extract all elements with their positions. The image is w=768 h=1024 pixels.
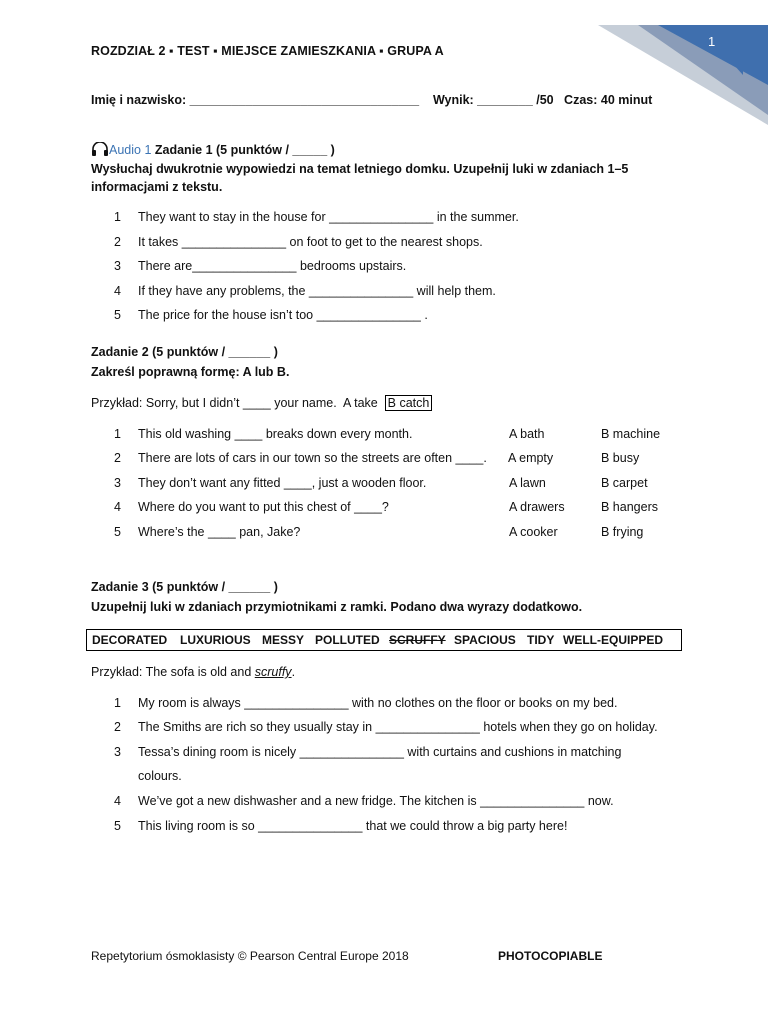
task2-example bbox=[91, 396, 432, 410]
task1-title-text: Zadanie 1 (5 punktów / _____ ) bbox=[151, 143, 335, 157]
word-item: WELL-EQUIPPED bbox=[563, 633, 664, 647]
headphones-icon bbox=[91, 142, 109, 156]
item-number: 2 bbox=[114, 720, 121, 734]
item-text: They want to stay in the house for _______________ in the summer. bbox=[138, 210, 519, 224]
option-a[interactable]: A bath bbox=[509, 427, 545, 441]
option-b[interactable]: B machine bbox=[601, 427, 661, 441]
word-item: DECORATED bbox=[92, 633, 168, 647]
item-number: 1 bbox=[114, 427, 121, 441]
option-b[interactable]: B hangers bbox=[601, 500, 658, 514]
footer-copyright: Repetytorium ósmoklasisty © Pearson Central Europe 2018 bbox=[91, 949, 409, 963]
item-text: We’ve got a new dishwasher and a new fridge. The kitchen is _______________ now. bbox=[138, 794, 614, 808]
item-text: The Smiths are rich so they usually stay in _______________ hotels when they go on holiday. bbox=[138, 720, 658, 734]
item-text: This old washing ____ breaks down every month. bbox=[138, 427, 413, 441]
item-text: The price for the house isn’t too _______________ . bbox=[138, 308, 428, 322]
example-text: Przykład: Sorry, but I didn’t ____ your name. A take bbox=[91, 396, 385, 410]
item-number: 5 bbox=[114, 525, 121, 539]
word-item: MESSY bbox=[262, 633, 305, 647]
item-number: 2 bbox=[114, 451, 121, 465]
task3-instruction: Uzupełnij luki w zdaniach przymiotnikami z ramki. Podano dwa wyrazy dodatkowo. bbox=[91, 600, 583, 614]
item-number: 1 bbox=[114, 210, 121, 224]
item-number: 5 bbox=[114, 819, 121, 833]
page-header: ROZDZIAŁ 2 ▪ TEST ▪ MIEJSCE ZAMIESZKANIA ▪ GRUPA A bbox=[91, 44, 444, 58]
example-word: scruffy bbox=[254, 665, 292, 679]
item-number: 5 bbox=[114, 308, 121, 322]
page-number: 1 bbox=[708, 34, 716, 49]
example-text: Przykład: The sofa is old and bbox=[91, 665, 255, 679]
task3-example bbox=[91, 665, 295, 679]
item-text: My room is always _______________ with no clothes on the floor or books on my bed. bbox=[138, 696, 618, 710]
item-text-continued: colours. bbox=[138, 769, 182, 783]
example-suffix: . bbox=[291, 665, 296, 679]
item-text: There are lots of cars in our town so the streets are often ____. bbox=[138, 451, 487, 465]
option-a[interactable]: A drawers bbox=[509, 500, 565, 514]
task1-title bbox=[91, 142, 335, 157]
item-text: Tessa’s dining room is nicely _______________ with curtains and cushions in matching bbox=[138, 745, 622, 759]
word-item: TIDY bbox=[527, 633, 555, 647]
example-answer-box: B catch bbox=[385, 395, 433, 411]
item-text: This living room is so _______________ that we could throw a big party here! bbox=[138, 819, 568, 833]
option-a[interactable]: A empty bbox=[508, 451, 554, 465]
word-item-crossed: SCRUFFY bbox=[389, 633, 446, 647]
item-text: There are_______________ bedrooms upstairs. bbox=[138, 259, 407, 273]
item-text: Where do you want to put this chest of ____? bbox=[138, 500, 389, 514]
option-a[interactable]: A lawn bbox=[509, 476, 546, 490]
option-a[interactable]: A cooker bbox=[509, 525, 558, 539]
item-number: 3 bbox=[114, 745, 121, 759]
item-number: 1 bbox=[114, 696, 121, 710]
item-text: Where’s the ____ pan, Jake? bbox=[138, 525, 301, 539]
word-item: SPACIOUS bbox=[454, 633, 516, 647]
item-text: They don’t want any fitted ____, just a wooden floor. bbox=[138, 476, 427, 490]
item-number: 4 bbox=[114, 794, 121, 808]
word-item: LUXURIOUS bbox=[180, 633, 251, 647]
word-box bbox=[86, 629, 682, 651]
item-number: 4 bbox=[114, 284, 121, 298]
item-number: 2 bbox=[114, 235, 121, 249]
option-b[interactable]: B carpet bbox=[601, 476, 648, 490]
word-item: POLLUTED bbox=[315, 633, 380, 647]
task2-title: Zadanie 2 (5 punktów / ______ ) bbox=[91, 345, 278, 359]
item-number: 3 bbox=[114, 476, 121, 490]
task3-title: Zadanie 3 (5 punktów / ______ ) bbox=[91, 580, 278, 594]
name-score-line: Imię i nazwisko: _________________________________ Wynik: ________ /50 Czas: 40 minut bbox=[91, 93, 653, 107]
audio-label: Audio 1 bbox=[109, 143, 152, 157]
option-b[interactable]: B frying bbox=[601, 525, 644, 539]
item-text: If they have any problems, the _______________ will help them. bbox=[138, 284, 496, 298]
option-b[interactable]: B busy bbox=[601, 451, 640, 465]
item-number: 3 bbox=[114, 259, 121, 273]
item-number: 4 bbox=[114, 500, 121, 514]
task1-instruction: Wysłuchaj dwukrotnie wypowiedzi na temat letniego domku. Uzupełnij luki w zdaniach 1–5 informacjami z tekstu. bbox=[91, 162, 629, 194]
task2-instruction: Zakreśl poprawną formę: A lub B. bbox=[91, 365, 290, 379]
item-text: It takes _______________ on foot to get to the nearest shops. bbox=[138, 235, 483, 249]
footer-photocopiable: PHOTOCOPIABLE bbox=[498, 949, 603, 963]
